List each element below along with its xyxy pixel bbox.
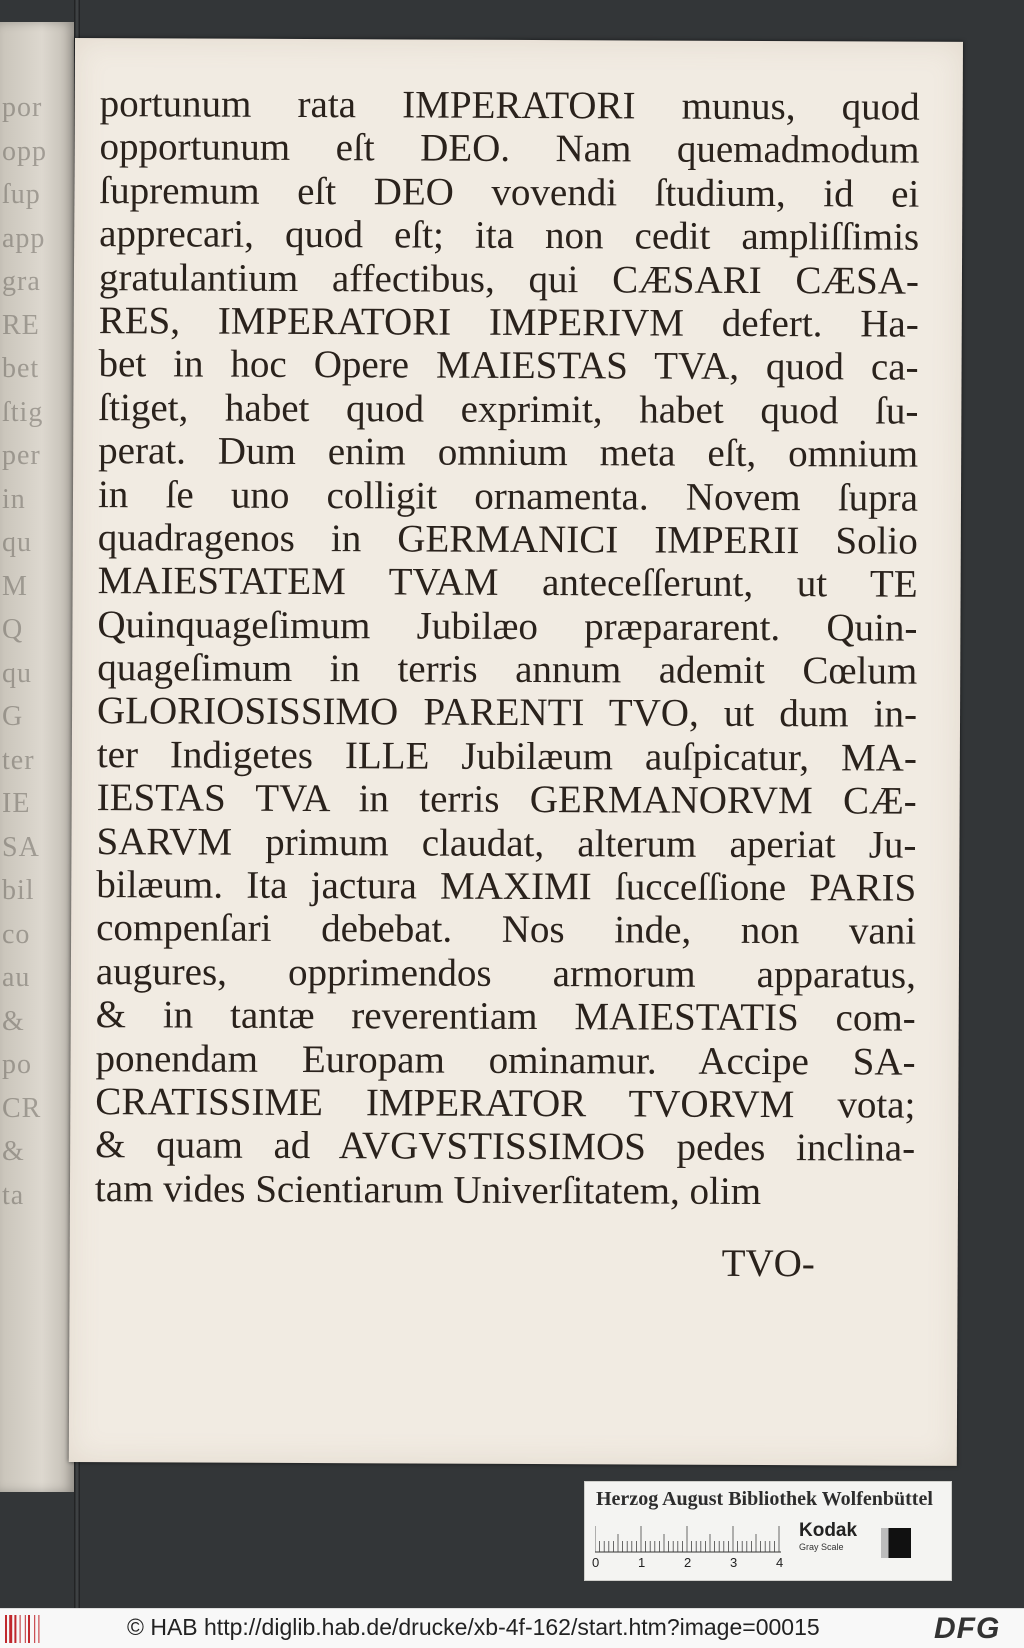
ghost-text: per (2, 440, 41, 471)
barcode-bar (25, 1615, 26, 1643)
text-line: tam vides Scientiarum Univerſitatem, olim (94, 1166, 762, 1213)
ghost-text: M (2, 570, 28, 602)
ghost-text: bil (2, 875, 35, 906)
ghost-text: IE (2, 788, 31, 819)
gray-patch (881, 1528, 911, 1558)
ghost-text: qu (2, 527, 32, 558)
ghost-text: co (2, 918, 31, 950)
text-line: gratulantium affectibus, qui CÆSARI CÆSA- (98, 255, 920, 303)
barcode-icon (4, 1615, 46, 1643)
text-line: quadragenos in GERMANICI IMPERII Solio (97, 516, 918, 563)
text-line: portunum rata IMPERATORI munus, quod (99, 82, 920, 129)
library-color-card (584, 1481, 952, 1581)
ghost-text: & (2, 1005, 25, 1037)
ruler-number: 1 (638, 1555, 646, 1570)
ghost-text: au (2, 962, 31, 993)
barcode-bar (14, 1615, 16, 1643)
ghost-text: in (2, 483, 26, 515)
ghost-text: ter (2, 744, 35, 776)
ghost-text: opp (2, 135, 47, 167)
text-line: compenſari debebat. Nos inde, non vani (96, 906, 917, 954)
text-line: perat. Dum enim omnium meta eſt, omnium (98, 429, 919, 476)
ghost-text: G (2, 701, 24, 732)
text-line: opportunum eſt DEO. Nam quemadmodum (99, 125, 920, 173)
text-line: bilæum. Ita jactura MAXIMI ſucceſſione PARIS (96, 863, 917, 910)
text-line: Quinquageſimum Jubilæo præpararent. Quin- (97, 602, 918, 650)
ghost-text: por (2, 92, 43, 123)
barcode-bar (38, 1615, 39, 1643)
text-line: ter Indigetes ILLE Jubilæum auſpicatur, MA- (96, 732, 917, 780)
book-page (69, 38, 963, 1466)
footer-bar (0, 1608, 1024, 1648)
kodak-logo: Kodak (799, 1520, 858, 1541)
text-line: augures, opprimendos armorum apparatus, (95, 949, 917, 997)
barcode-bar (20, 1615, 21, 1643)
ghost-text: gra (2, 266, 41, 297)
barcode-bar (28, 1615, 30, 1643)
left-page-edge (0, 22, 78, 1492)
text-line: ponendam Europam ominamur. Accipe SA- (95, 1036, 916, 1084)
ruler-number: 4 (776, 1555, 784, 1570)
ghost-text: qu (2, 657, 32, 689)
text-line: ſtiget, habet quod exprimit, habet quod ſu- (98, 385, 919, 433)
ghost-text: po (2, 1049, 32, 1080)
text-line: apprecari, quod eſt; ita non cedit ampliſſimis (99, 212, 920, 259)
text-line: IESTAS TVA in terris GERMANORVM CÆ- (96, 776, 917, 823)
ghost-text: Q (2, 614, 24, 645)
ghost-text: SA (2, 831, 40, 863)
ghost-text: RE (2, 309, 40, 341)
catchword: TVO- (721, 1241, 815, 1286)
text-line: & in tantæ reverentiam MAIESTATIS com- (95, 993, 916, 1040)
text-line: MAIESTATEM TVAM anteceſſerunt, ut TE (97, 559, 918, 606)
text-line: CRATISSIME IMPERATOR TVORVM vota; (95, 1080, 916, 1127)
page-text (95, 82, 920, 1214)
ghost-text: ſup (2, 179, 41, 210)
ghost-text: CR (2, 1092, 42, 1124)
ghost-text: bet (2, 353, 40, 384)
ghost-text: ſtig (2, 396, 44, 428)
ghost-text: app (2, 222, 46, 254)
library-name: Herzog August Bibliothek Wolfenbüttel (596, 1488, 933, 1510)
ruler-number: 2 (684, 1555, 692, 1570)
barcode-bar (34, 1615, 35, 1643)
copyright-link[interactable]: © HAB http://diglib.hab.de/drucke/xb-4f-162/start.htm?image=00015 (127, 1614, 820, 1640)
ghost-text: ta (2, 1179, 25, 1211)
text-line: SARVM primum claudat, alterum aperiat Ju- (96, 819, 917, 867)
ruler-scale (595, 1524, 785, 1554)
text-line: & quam ad AVGVSTISSIMOS pedes inclina- (95, 1123, 916, 1171)
text-line: GLORIOSISSIMO PARENTI TVO, ut dum in- (96, 689, 918, 737)
text-line: in ſe uno colligit ornamenta. Novem ſupra (97, 472, 919, 520)
text-line: ſupremum eſt DEO vovendi ſtudium, id ei (99, 168, 920, 216)
text-line: RES, IMPERATORI IMPERIVM defert. Ha- (98, 299, 919, 346)
ruler-number: 0 (592, 1555, 600, 1570)
ruler-number: 3 (730, 1555, 738, 1570)
dfg-logo: DFG (934, 1612, 1001, 1645)
ghost-text: & (2, 1136, 25, 1167)
text-line: bet in hoc Opere MAIESTAS TVA, quod ca- (98, 342, 919, 390)
gray-scale-label: Gray Scale (799, 1542, 844, 1552)
text-line: quageſimum in terris annum ademit Cœlum (97, 646, 918, 693)
barcode-bar (5, 1615, 7, 1643)
barcode-bar (9, 1615, 12, 1643)
